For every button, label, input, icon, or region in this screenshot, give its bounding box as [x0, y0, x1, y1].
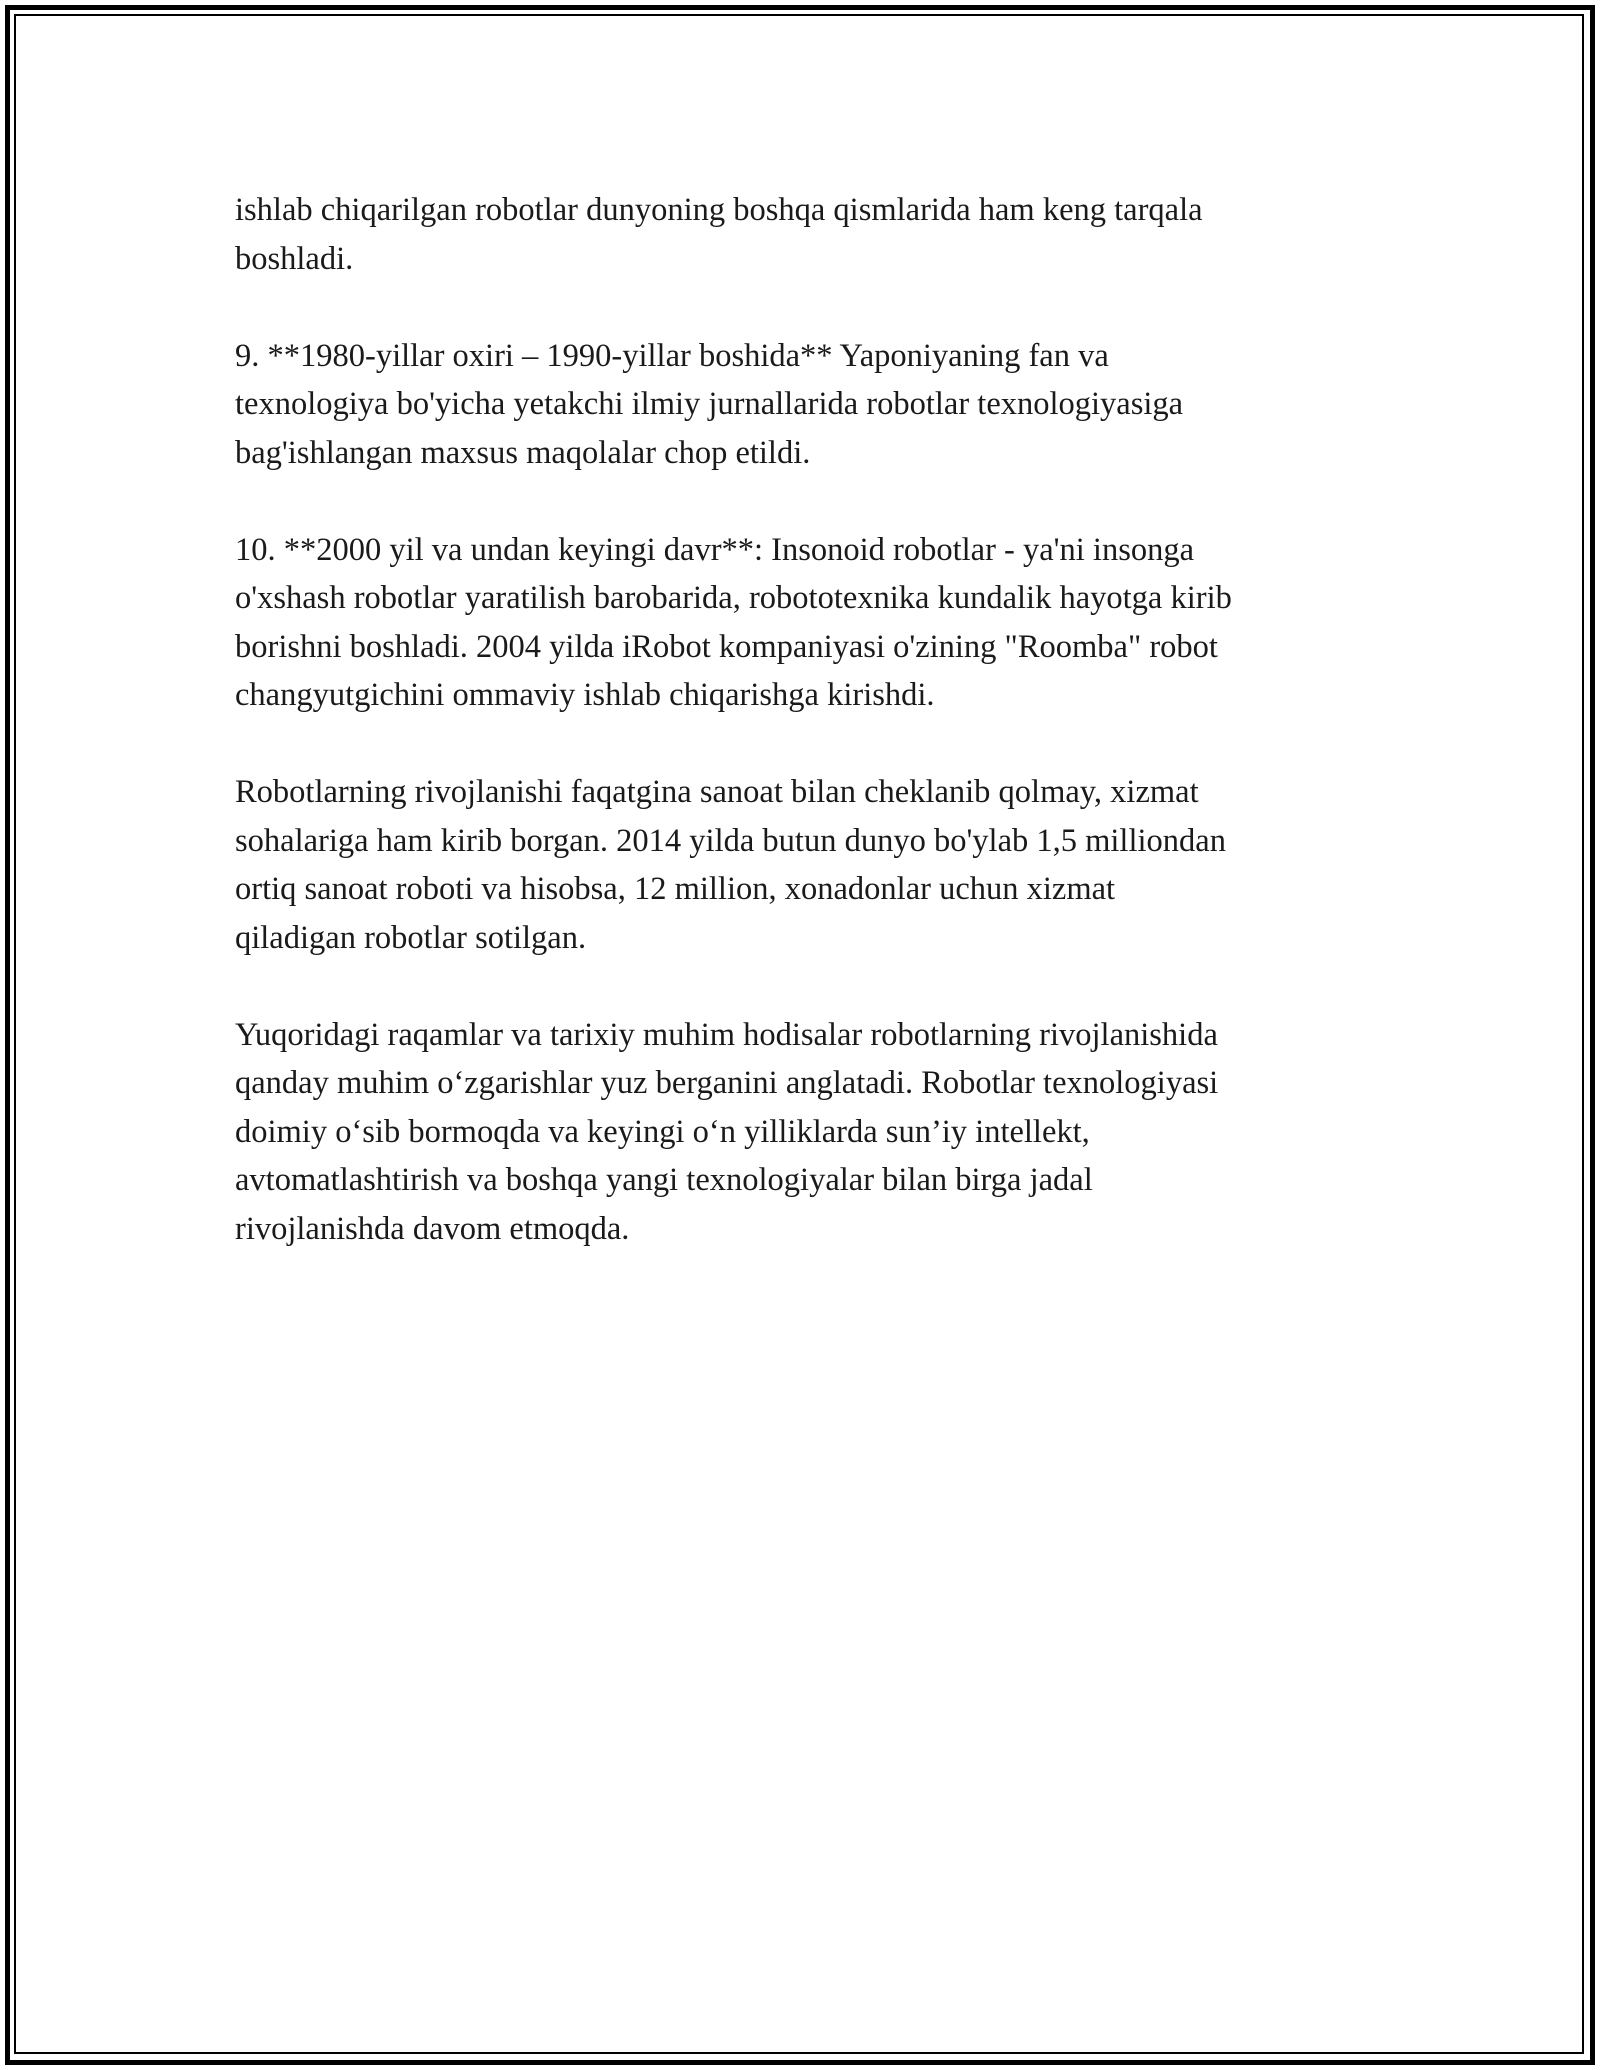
text-line: borishni boshladi. 2004 yilda iRobot kompaniyasi o'zining "Roomba" robot	[235, 628, 1218, 665]
paragraph-item-10	[235, 526, 1375, 720]
paragraph-conclusion	[235, 1011, 1375, 1254]
paragraph-continuation	[235, 186, 1375, 283]
text-line: doimiy o‘sib bormoqda va keyingi o‘n yilliklarda sun’iy intellekt,	[235, 1113, 1090, 1150]
text-line: 10. **2000 yil va undan keyingi davr**: Insonoid robotlar - ya'ni insonga	[235, 531, 1195, 568]
text-line: ishlab chiqarilgan robotlar dunyoning boshqa qismlarida ham keng tarqala	[235, 192, 1203, 228]
paragraph-industry-growth	[235, 768, 1375, 962]
paragraph-item-9	[235, 332, 1375, 478]
text-line: changyutgichini ommaviy ishlab chiqarishga kirishdi.	[235, 677, 935, 713]
text-line: sohalariga ham kirib borgan. 2014 yilda butun dunyo bo'ylab 1,5 milliondan	[235, 822, 1226, 859]
text-line: qanday muhim o‘zgarishlar yuz berganini anglatadi. Robotlar texnologiyasi	[235, 1065, 1219, 1101]
text-line: rivojlanishda davom etmoqda.	[235, 1210, 630, 1247]
text-line: 9. **1980-yillar oxiri – 1990-yillar boshida** Yaponiyaning fan va	[235, 337, 1109, 374]
text-line: boshladi.	[235, 240, 354, 277]
text-line: qiladigan robotlar sotilgan.	[235, 919, 587, 956]
document-body	[235, 186, 1375, 1302]
text-line: Robotlarning rivojlanishi faqatgina sanoat bilan cheklanib qolmay, xizmat	[235, 774, 1199, 810]
text-line: texnologiya bo'yicha yetakchi ilmiy jurnallarida robotlar texnologiyasiga	[235, 386, 1184, 422]
text-line: bag'ishlangan maxsus maqolalar chop etildi.	[235, 434, 811, 471]
text-line: o'xshash robotlar yaratilish barobarida, robototexnika kundalik hayotga kirib	[235, 580, 1232, 616]
text-line: avtomatlashtirish va boshqa yangi texnologiyalar bilan birga jadal	[235, 1162, 1093, 1198]
text-line: ortiq sanoat roboti va hisobsa, 12 million, xonadonlar uchun xizmat	[235, 871, 1116, 907]
text-line: Yuqoridagi raqamlar va tarixiy muhim hodisalar robotlarning rivojlanishida	[235, 1016, 1218, 1053]
